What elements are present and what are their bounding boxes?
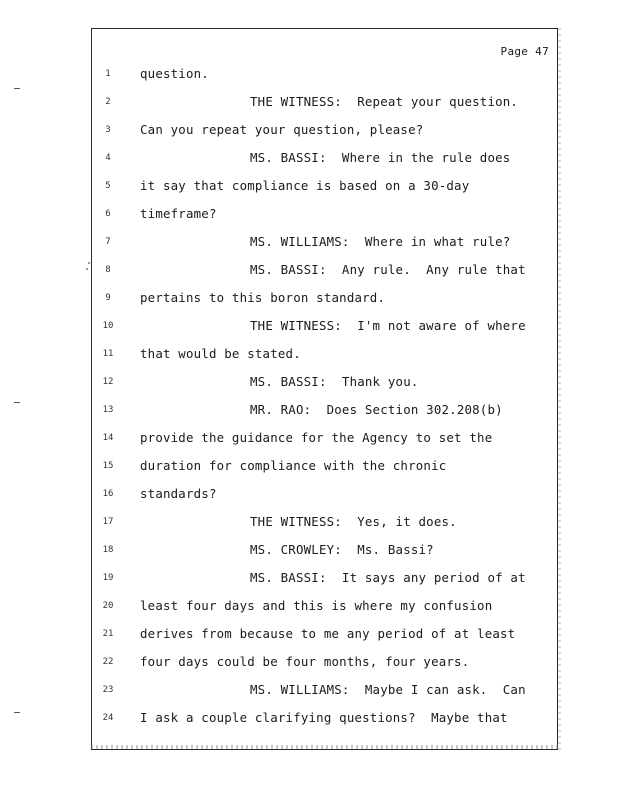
scan-edge-noise [558,28,561,750]
line-number: 10 [102,321,114,331]
line-text: it say that compliance is based on a 30-day [140,178,470,193]
transcript-line [92,149,559,167]
line-text: duration for compliance with the chronic [140,458,447,473]
transcript-line [92,317,559,335]
line-text: I ask a couple clarifying questions? Maybe that [140,710,508,725]
line-number: 9 [105,293,111,303]
line-text: question. [140,66,209,81]
transcript-line [92,569,559,587]
transcript-line [92,65,559,83]
line-number: 16 [102,489,114,499]
transcript-page [91,28,558,750]
transcript-line [92,121,559,139]
line-text: MS. BASSI: Where in the rule does [250,150,511,165]
line-text: MS. BASSI: Any rule. Any rule that [250,262,526,277]
transcript-line [92,373,559,391]
line-number: 17 [102,517,114,527]
page-number: Page 47 [500,45,549,58]
line-number: 15 [102,461,114,471]
line-number: 14 [102,433,114,443]
transcript-line [92,653,559,671]
transcript-line [92,233,559,251]
line-text: that would be stated. [140,346,301,361]
margin-mark [14,88,20,89]
line-number: 20 [102,601,114,611]
line-text: MS. WILLIAMS: Where in what rule? [250,234,511,249]
transcript-line [92,597,559,615]
line-text: MS. CROWLEY: Ms. Bassi? [250,542,434,557]
transcript-line [92,513,559,531]
line-text: timeframe? [140,206,217,221]
transcript-line [92,457,559,475]
line-number: 11 [102,349,114,359]
line-number: 8 [105,265,111,275]
line-number: 2 [105,97,111,107]
transcript-line [92,485,559,503]
transcript-line [92,261,559,279]
line-text: MS. BASSI: Thank you. [250,374,419,389]
line-text: least four days and this is where my confusion [140,598,493,613]
line-text: four days could be four months, four years. [140,654,470,669]
line-text: MS. WILLIAMS: Maybe I can ask. Can [250,682,526,697]
line-text: Can you repeat your question, please? [140,122,424,137]
line-text: MS. BASSI: It says any period of at [250,570,526,585]
transcript-line [92,681,559,699]
transcript-line [92,205,559,223]
scan-bottom-noise [91,745,558,749]
transcript-line [92,429,559,447]
line-number: 13 [102,405,114,415]
scan-speck [86,268,88,270]
transcript-line [92,345,559,363]
line-text: derives from because to me any period of at least [140,626,516,641]
line-number: 19 [102,573,114,583]
line-number: 21 [102,629,114,639]
transcript-line [92,709,559,727]
line-number: 1 [105,69,111,79]
line-number: 6 [105,209,111,219]
transcript-line [92,541,559,559]
transcript-line [92,289,559,307]
transcript-line [92,93,559,111]
line-number: 4 [105,153,111,163]
line-text: standards? [140,486,217,501]
margin-mark [14,402,20,403]
margin-mark [14,712,20,713]
line-text: provide the guidance for the Agency to set the [140,430,493,445]
line-number: 18 [102,545,114,555]
scan-speck [88,262,90,264]
line-text: THE WITNESS: Repeat your question. [250,94,519,109]
line-number: 12 [102,377,114,387]
transcript-line [92,401,559,419]
line-text: MR. RAO: Does Section 302.208(b) [250,402,503,417]
line-number: 23 [102,685,114,695]
line-number: 3 [105,125,111,135]
transcript-line [92,177,559,195]
line-text: THE WITNESS: Yes, it does. [250,514,457,529]
line-number: 7 [105,237,111,247]
line-text: pertains to this boron standard. [140,290,386,305]
line-number: 24 [102,713,114,723]
line-number: 5 [105,181,111,191]
line-text: THE WITNESS: I'm not aware of where [250,318,526,333]
transcript-line [92,625,559,643]
line-number: 22 [102,657,114,667]
